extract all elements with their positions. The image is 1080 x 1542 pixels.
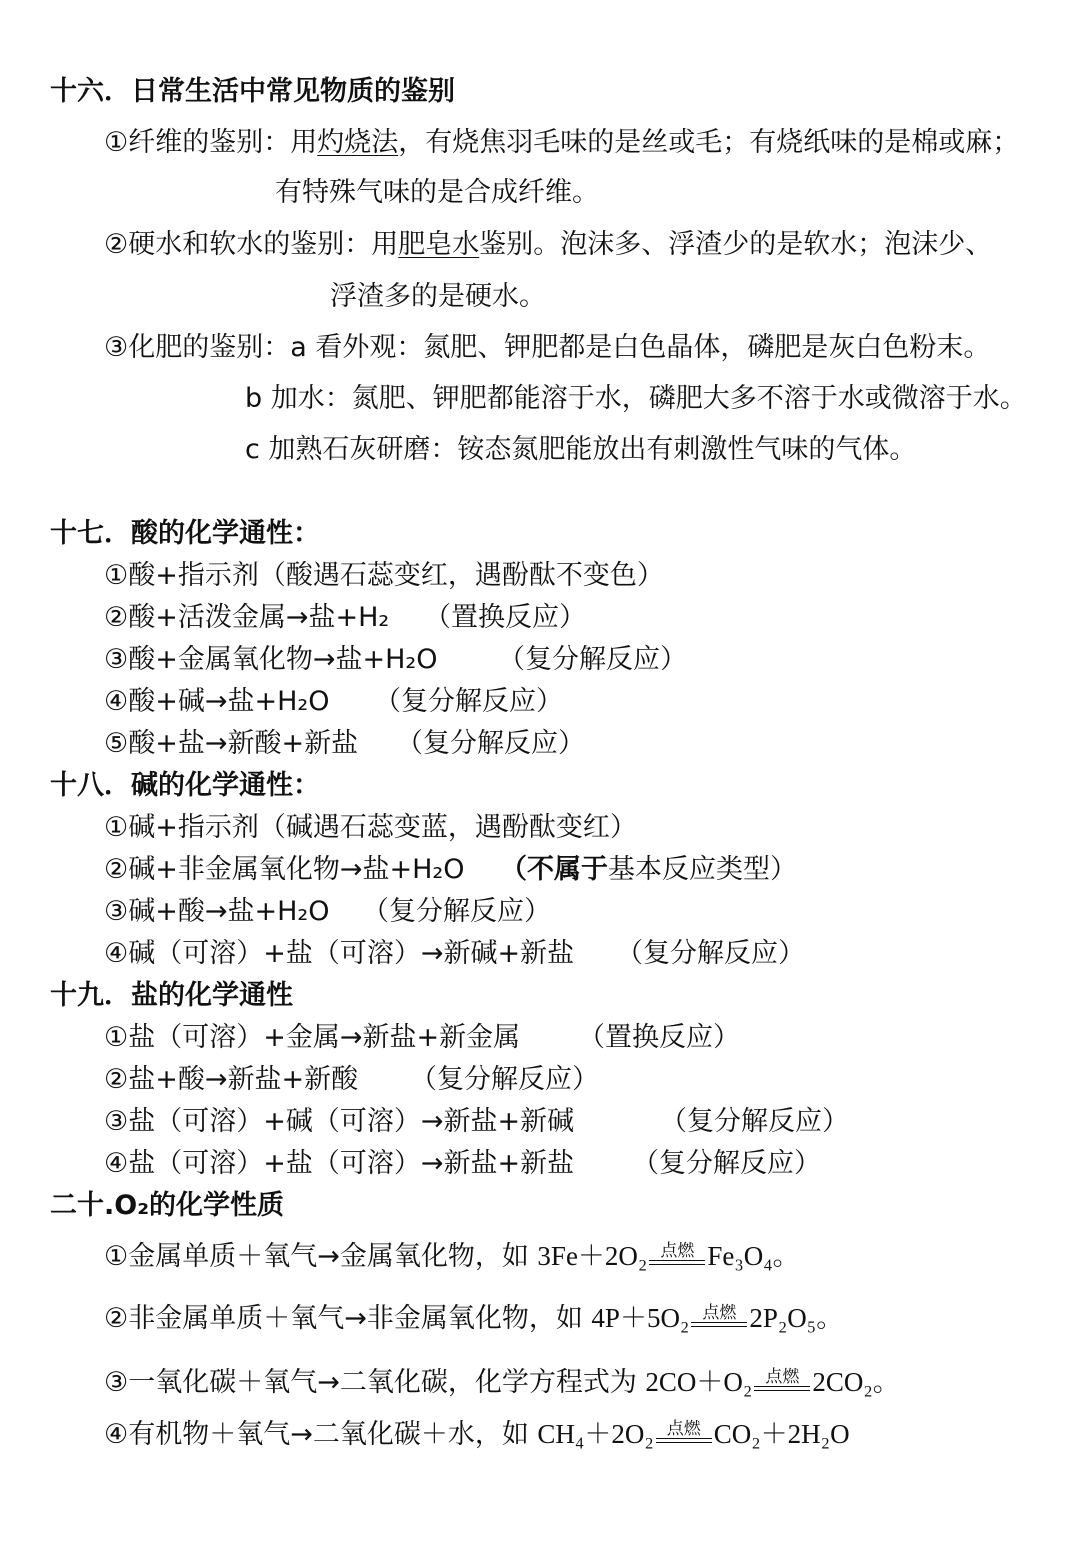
s18-item-2-type-rest: 基本反应类型） xyxy=(608,854,797,885)
s19-item-3: ③盐（可溶）+碱（可溶）→新盐+新碱 xyxy=(104,1106,575,1137)
s17-item-3-type: （复分解反应） xyxy=(498,644,687,675)
s20-item-3-end: 。 xyxy=(872,1367,900,1398)
s18-item-2-type xyxy=(500,852,797,888)
s17-item-5-type: （复分解反应） xyxy=(396,728,585,759)
s20-item-4-equals xyxy=(656,1438,712,1443)
section-16-title: 十六．日常生活中常见物质的鉴别 xyxy=(50,76,455,107)
s16-item-1-cont: 有特殊气味的是合成纤维。 xyxy=(275,177,599,208)
section-18-title: 十八．碱的化学通性： xyxy=(50,770,320,801)
s20-item-3-text: ③一氧化碳＋氧气→二氧化碳，化学方程式为 xyxy=(104,1367,646,1398)
s20-item-1-end: 。 xyxy=(772,1241,800,1272)
s16-item-1-text-b: ，有烧焦羽毛味的是丝或毛；有烧纸味的是棉或麻； xyxy=(398,127,1020,158)
s16-item-3-b: b 加水：氮肥、钾肥都能溶于水，磷肥大多不溶于水或微溶于水。 xyxy=(245,383,1027,414)
s17-item-3: ③酸+金属氧化物→盐+H₂O xyxy=(104,644,438,675)
s16-item-2 xyxy=(104,227,992,263)
s20-item-2 xyxy=(104,1300,843,1337)
s17-item-4-type: （复分解反应） xyxy=(374,686,563,717)
s20-item-1-condition xyxy=(649,1242,705,1265)
s19-item-4-type: （复分解反应） xyxy=(632,1148,821,1179)
s18-item-4: ④碱（可溶）+盐（可溶）→新碱+新盐 xyxy=(104,938,575,969)
s19-item-1-type: （置换反应） xyxy=(578,1022,740,1053)
s17-item-2: ②酸+活泼金属→盐+H₂ xyxy=(104,602,390,633)
s17-item-5: ⑤酸+盐→新酸+新盐 xyxy=(104,728,359,759)
s20-item-3-lhs: 2CO＋O₂ xyxy=(645,1367,753,1397)
s16-item-1 xyxy=(104,125,1019,161)
s16-item-3-c: c 加熟石灰研磨：铵态氮肥能放出有刺激性气味的气体。 xyxy=(245,434,917,465)
s19-item-4: ④盐（可溶）+盐（可溶）→新盐+新盐 xyxy=(104,1148,575,1179)
s16-item-2-text-b: 鉴别。泡沫多、浮渣少的是软水；泡沫少、 xyxy=(479,229,993,260)
s20-item-2-condition-text: 点燃 xyxy=(702,1303,737,1323)
s20-item-1 xyxy=(104,1238,800,1275)
s19-item-2: ②盐+酸→新盐+新酸 xyxy=(104,1064,359,1095)
s20-item-3-equals xyxy=(754,1386,810,1391)
s20-item-2-lhs: 4P＋5O₂ xyxy=(591,1303,690,1333)
s17-item-4: ④酸+碱→盐+H₂O xyxy=(104,686,330,717)
s20-item-1-lhs: 3Fe＋2O₂ xyxy=(537,1241,648,1271)
s20-item-1-condition-text: 点燃 xyxy=(660,1241,695,1261)
s20-item-2-condition xyxy=(691,1304,747,1327)
s20-item-4-text: ④有机物＋氧气→二氧化碳＋水，如 xyxy=(104,1419,538,1450)
section-20-title: 二十.O₂的化学性质 xyxy=(50,1190,285,1221)
s18-item-4-type: （复分解反应） xyxy=(616,938,805,969)
s18-item-3-type: （复分解反应） xyxy=(362,896,551,927)
s19-item-2-type: （复分解反应） xyxy=(410,1064,599,1095)
s16-item-3-a: a 看外观：氮肥、钾肥都是白色晶体，磷肥是灰白色粉末。 xyxy=(290,332,991,363)
s20-item-4-condition-text: 点燃 xyxy=(666,1419,701,1439)
s16-item-2-method: 肥皂水 xyxy=(398,229,480,260)
section-19-title: 十九．盐的化学通性 xyxy=(50,980,293,1011)
s18-item-2: ②碱+非金属氧化物→盐+H₂O xyxy=(104,854,465,885)
s18-item-3: ③碱+酸→盐+H₂O xyxy=(104,896,330,927)
s18-item-1: ①碱+指示剂（碱遇石蕊变蓝，遇酚酞变红） xyxy=(104,812,637,843)
s20-item-2-text: ②非金属单质＋氧气→非金属氧化物，如 xyxy=(104,1303,592,1334)
s20-item-3-condition-text: 点燃 xyxy=(765,1367,800,1387)
s20-item-2-end: 。 xyxy=(816,1303,844,1334)
s20-item-4 xyxy=(104,1416,850,1453)
s16-item-2-text-a: ②硬水和软水的鉴别：用 xyxy=(104,229,399,260)
s17-item-1: ①酸+指示剂（酸遇石蕊变红，遇酚酞不变色） xyxy=(104,560,664,591)
s20-item-2-equals xyxy=(691,1322,747,1327)
s18-item-2-type-bold: （不属于 xyxy=(500,854,608,885)
s20-item-3-rhs: 2CO₂ xyxy=(812,1367,873,1397)
s16-item-1-text-a: ①纤维的鉴别：用 xyxy=(104,127,318,158)
s20-item-4-condition xyxy=(656,1420,712,1443)
s20-item-1-equals xyxy=(649,1260,705,1265)
s16-item-3 xyxy=(104,330,990,366)
s17-item-2-type: （置换反应） xyxy=(424,602,586,633)
s16-item-1-method: 灼烧法 xyxy=(317,127,399,158)
s20-item-4-lhs: CH₄＋2O₂ xyxy=(537,1419,654,1449)
s20-item-1-rhs: Fe₃O₄ xyxy=(707,1241,773,1271)
s20-item-1-text: ①金属单质＋氧气→金属氧化物，如 xyxy=(104,1241,538,1272)
s16-item-2-cont: 浮渣多的是硬水。 xyxy=(330,281,546,312)
s20-item-3-condition xyxy=(754,1368,810,1391)
s20-item-2-rhs: 2P₂O₅ xyxy=(749,1303,817,1333)
section-17-title: 十七．酸的化学通性： xyxy=(50,518,320,549)
s19-item-3-type: （复分解反应） xyxy=(660,1106,849,1137)
s16-item-3-label: ③化肥的鉴别： xyxy=(104,332,291,363)
s20-item-3 xyxy=(104,1364,900,1401)
s20-item-4-rhs: CO₂＋2H₂O xyxy=(713,1419,850,1449)
s19-item-1: ①盐（可溶）+金属→新盐+新金属 xyxy=(104,1022,521,1053)
